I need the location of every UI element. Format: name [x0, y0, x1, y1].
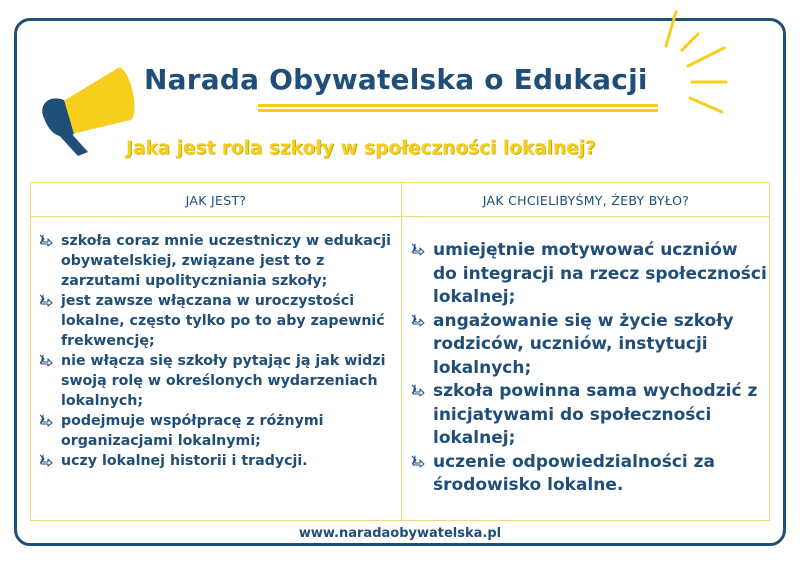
arrow-right-icon	[39, 233, 53, 247]
arrow-right-icon	[39, 413, 53, 427]
list-item-text: podejmuje współpracę z różnymi organizacjami lokalnymi;	[61, 413, 324, 449]
arrow-right-icon	[39, 293, 53, 307]
column-header-current: JAK JEST?	[185, 193, 247, 208]
list-item	[37, 411, 395, 451]
arrow-right-icon	[411, 454, 425, 468]
arrow-right-icon	[39, 453, 53, 467]
list-item	[409, 380, 767, 451]
list-item	[409, 310, 767, 381]
list-item	[409, 239, 767, 310]
list-item-text: uczy lokalnej historii i tradycji.	[61, 453, 308, 469]
header-divider	[31, 216, 769, 217]
list-item-text: nie włącza się szkoły pytając ją jak widzi swoją rolę w określonych wydarzeniach lokalnych;	[61, 353, 386, 409]
website-url: www.naradaobywatelska.pl	[298, 526, 502, 541]
arrow-right-icon	[411, 242, 425, 256]
arrow-right-icon	[411, 383, 425, 397]
list-item	[409, 451, 767, 498]
list-item-text: szkoła powinna sama wychodzić z inicjatywami do społeczności lokalnej;	[433, 381, 758, 448]
current-state-list	[37, 231, 395, 471]
arrow-right-icon	[411, 313, 425, 327]
list-item	[37, 351, 395, 411]
list-item	[37, 451, 395, 471]
list-item	[37, 291, 395, 351]
column-header-desired: JAK CHCIELIBYŚMY, ŻEBY BYŁO?	[482, 193, 690, 208]
comparison-table	[30, 182, 770, 521]
list-item-text: angażowanie się w życie szkoły rodziców, uczniów, instytucji lokalnych;	[433, 310, 734, 378]
list-item-text: uczenie odpowiedzialności za środowisko lokalne.	[433, 451, 716, 495]
page-subtitle: Jaka jest rola szkoły w społeczności lokalnej?	[126, 138, 596, 159]
page-title: Narada Obywatelska o Edukacji	[144, 63, 648, 96]
list-item	[37, 231, 395, 291]
desired-state-list	[409, 239, 767, 498]
column-divider	[401, 183, 402, 520]
list-item-text: jest zawsze włączana w uroczystości lokalne, często tylko po to aby zapewnić frekwencję;	[61, 293, 385, 349]
arrow-right-icon	[39, 353, 53, 367]
title-underline	[258, 104, 658, 112]
list-item-text: szkoła coraz mnie uczestniczy w edukacji obywatelskiej, związane jest to z zarzutami upolityczniania szkoły;	[61, 233, 392, 289]
list-item-text: umiejętnie motywować uczniów do integracji na rzecz społeczności lokalnej;	[433, 240, 767, 307]
